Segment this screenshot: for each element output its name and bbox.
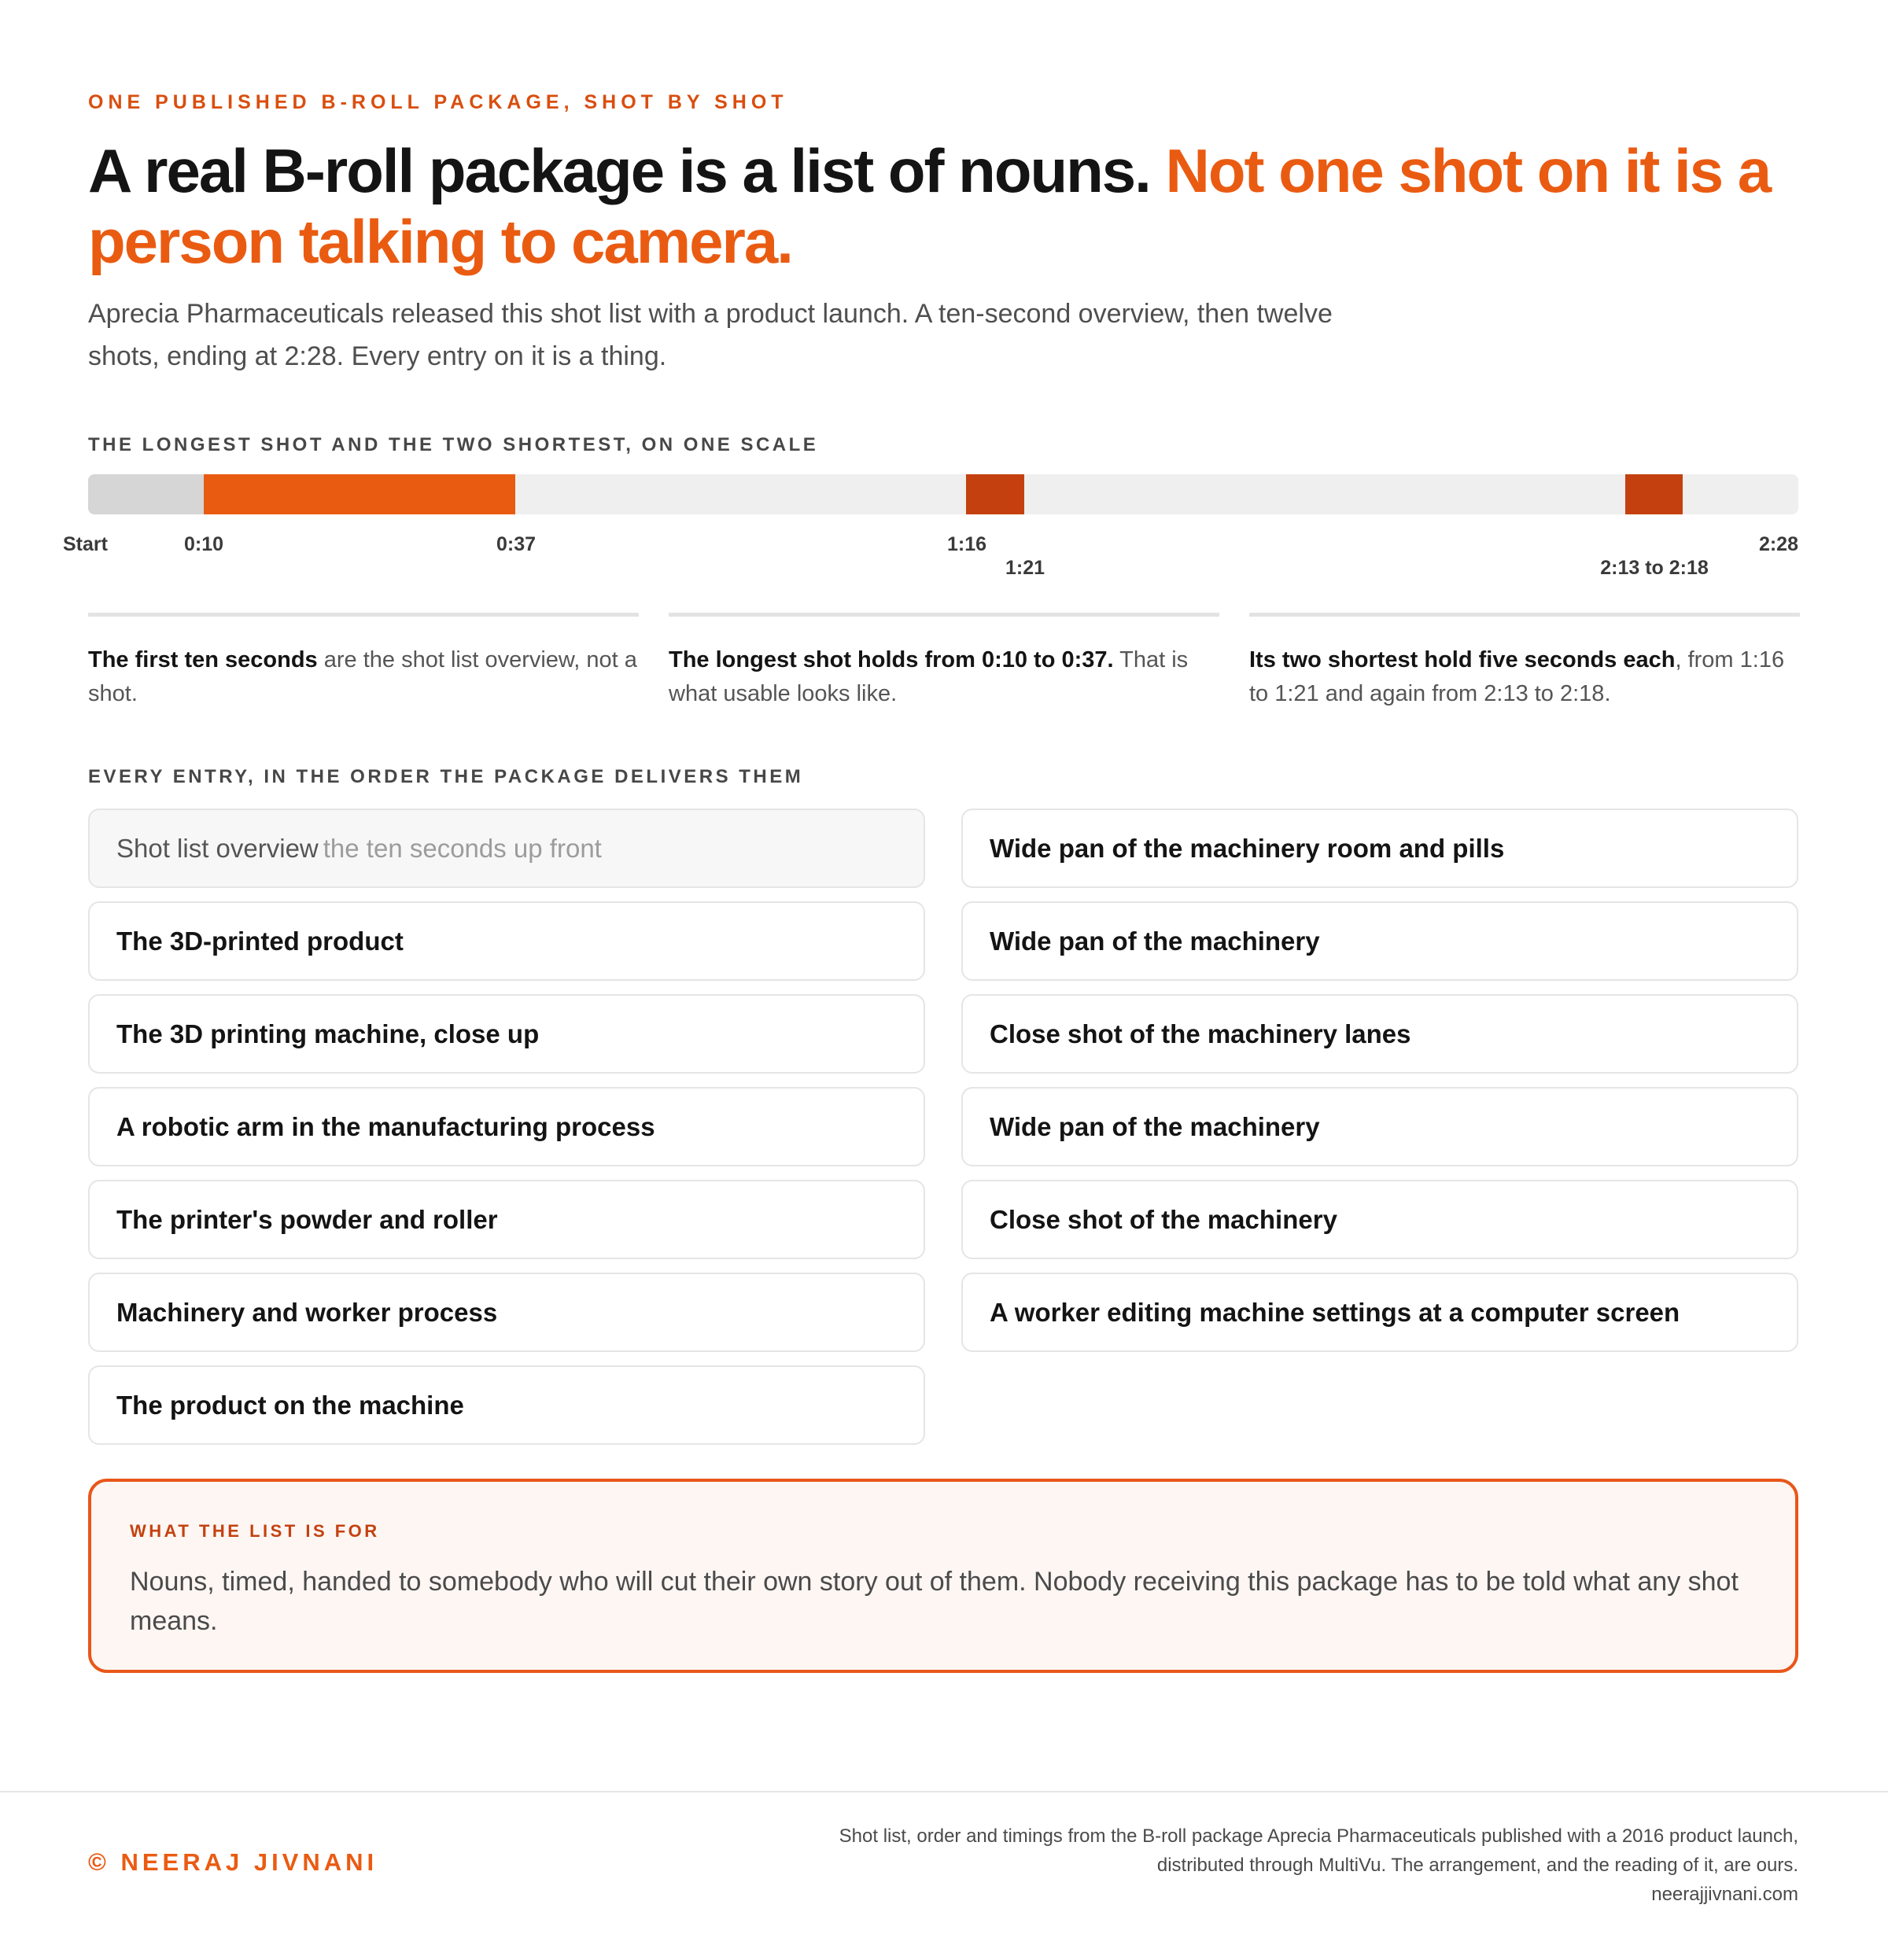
entry-right-1: Wide pan of the machinery room and pills — [961, 809, 1798, 888]
entry-left-4: The printer's powder and roller — [88, 1180, 925, 1259]
tick-1-16: 1:16 — [946, 533, 987, 555]
entry-overview — [88, 809, 925, 888]
entry-left-3: A robotic arm in the manufacturing process — [88, 1087, 925, 1166]
tick-0-37: 0:37 — [496, 533, 537, 555]
eyebrow: ONE PUBLISHED B-ROLL PACKAGE, SHOT BY SHOT — [88, 91, 788, 113]
note-longest — [669, 613, 1219, 711]
entry-overview-title: Shot list overview — [116, 833, 319, 863]
footer-divider — [0, 1791, 1888, 1792]
note-shortest-bold: Its two shortest hold five seconds each — [1249, 647, 1676, 672]
entry-left-6: The product on the machine — [88, 1365, 925, 1445]
note-longest-text: That is what usable looks like. — [669, 647, 1189, 706]
note-shortest — [1249, 613, 1800, 711]
entries-label: EVERY ENTRY, IN THE ORDER THE PACKAGE DELIVERS THEM — [88, 766, 804, 787]
tick-start: Start — [63, 533, 108, 555]
headline-lead: A real B-roll package is a list of nouns. — [88, 136, 1166, 205]
tick-2-13-to-2-18: 2:13 to 2:18 — [1600, 557, 1709, 579]
note-overview-text: are the shot list overview, not a shot. — [88, 647, 637, 706]
timeline-segment-overview-0 — [88, 474, 204, 514]
timeline-segment-longest-1 — [204, 474, 516, 514]
entry-overview-note: the ten seconds up front — [323, 833, 602, 863]
note-overview-bold: The first ten seconds — [88, 647, 318, 672]
entry-right-2: Wide pan of the machinery — [961, 901, 1798, 981]
note-overview — [88, 613, 639, 711]
entry-left-5: Machinery and worker process — [88, 1273, 925, 1352]
lede: Aprecia Pharmaceuticals released this shot list with a product launch. A ten-second overview, then twelve shots, ending at 2:28. Every entry on it is a thing. — [88, 299, 1333, 371]
tick-end: 2:28 — [1758, 533, 1798, 555]
entry-left-1: The 3D-printed product — [88, 901, 925, 981]
brand-credit: © NEERAJ JIVNANI — [88, 1848, 378, 1876]
headline-accent: Not one shot on it is a person talking to camera. — [88, 136, 1771, 276]
callout-text: Nouns, timed, handed to somebody who will cut their own story out of them. Nobody receiving this package has to be told what any shot means. — [130, 1567, 1739, 1636]
headline — [88, 135, 1819, 277]
timeline-segment-shortest-3 — [1625, 474, 1683, 514]
timeline-track — [88, 474, 1798, 514]
entry-right-5: Close shot of the machinery — [961, 1180, 1798, 1259]
callout-box — [88, 1479, 1798, 1673]
timeline-label: THE LONGEST SHOT AND THE TWO SHORTEST, ON ONE SCALE — [88, 434, 819, 455]
source-line-2: distributed through MultiVu. The arrangement, and the reading of it, are ours. — [1156, 1855, 1798, 1876]
entry-right-4: Wide pan of the machinery — [961, 1087, 1798, 1166]
callout-label: WHAT THE LIST IS FOR — [130, 1521, 380, 1541]
entry-right-6: A worker editing machine settings at a computer screen — [961, 1273, 1798, 1352]
source-note — [697, 1822, 1798, 1909]
entry-left-2: The 3D printing machine, close up — [88, 994, 925, 1074]
note-longest-bold: The longest shot holds from 0:10 to 0:37. — [669, 647, 1114, 672]
source-line-1: Shot list, order and timings from the B-roll package Aprecia Pharmaceuticals published with a 2016 product launch, — [839, 1826, 1798, 1847]
entry-right-3: Close shot of the machinery lanes — [961, 994, 1798, 1074]
tick-0-10: 0:10 — [183, 533, 224, 555]
source-link[interactable]: neerajjivnani.com — [1651, 1884, 1798, 1905]
note-shortest-text: , from 1:16 to 1:21 and again from 2:13 to 2:18. — [1249, 647, 1785, 706]
timeline-segment-shortest-2 — [966, 474, 1023, 514]
tick-1-21: 1:21 — [1005, 557, 1045, 579]
